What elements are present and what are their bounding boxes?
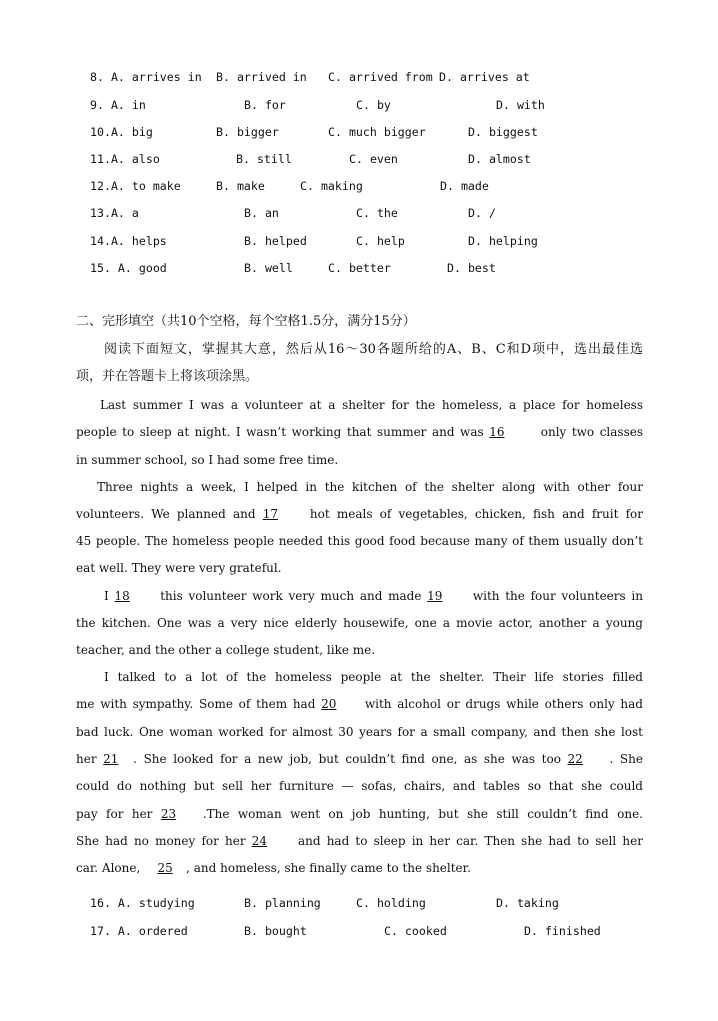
option-a: 13.A. a [90,206,139,220]
option-d: D. almost [468,152,531,166]
option-b: B. arrived in [216,70,307,84]
option-d: D. biggest [468,125,538,139]
passage-line: in summer school, so I had some free time. [76,453,339,467]
passage-line: She had no money for her 24 and had to sleep in her car. Then she had to sell her [76,834,643,848]
option-d: D. taking [496,896,559,910]
option-d: D. / [468,206,496,220]
passage-line: car. Alone, 25 , and homeless, she finally came to the shelter. [76,861,471,875]
section-instruction-cont: 项，并在答题卡上将该项涂黑。 [76,369,259,384]
blank-16: 16 [489,425,505,439]
option-c: C. holding [356,896,426,910]
question-14-options [0,232,718,250]
option-d: D. arrives at [439,70,530,84]
option-c: C. help [356,234,405,248]
question-10-options [0,123,718,141]
option-a: 16. A. studying [90,896,195,910]
blank-21: 21 [103,752,119,766]
option-b: B. bigger [216,125,279,139]
passage-line: could do nothing but sell her furniture — sofas, chairs, and tables so that she could [76,779,643,793]
option-b: B. make [216,179,265,193]
passage-line: Last summer I was a volunteer at a shelter for the homeless, a place for homeless [100,398,643,412]
passage-line: me with sympathy. Some of them had 20 with alcohol or drugs while others only had [76,697,643,711]
question-11-options [0,150,718,168]
blank-25: 25 [157,861,173,875]
blank-22: 22 [567,752,583,766]
option-a: 12.A. to make [90,179,181,193]
option-b: B. well [244,261,293,275]
blank-18: 18 [114,589,130,603]
option-d: D. finished [524,924,601,938]
option-c: C. cooked [384,924,447,938]
option-a: 9. A. in [90,98,146,112]
section-title: 二、完形填空（共10个空格，每个空格1.5分，满分15分） [76,314,416,329]
question-13-options [0,204,718,222]
question-16-options [0,894,718,912]
passage-line: I 18 this volunteer work very much and made 19 with the four volunteers in [104,589,643,603]
blank-19: 19 [427,589,443,603]
option-c: C. even [349,152,398,166]
passage-line: her 21 . She looked for a new job, but couldn’t find one, as she was too 22 . She [76,752,643,766]
option-d: D. helping [468,234,538,248]
passage-line: bad luck. One woman worked for almost 30 years for a small company, and then she lost [76,725,643,739]
option-a: 10.A. big [90,125,153,139]
passage-line: pay for her 23 .The woman went on job hunting, but she still couldn’t find one. [76,807,643,821]
option-b: B. an [244,206,279,220]
option-c: C. making [300,179,363,193]
passage-line: teacher, and the other a college student, like me. [76,643,376,657]
option-b: B. bought [244,924,307,938]
option-c: C. the [356,206,398,220]
blank-24: 24 [251,834,268,848]
option-b: B. for [244,98,286,112]
option-c: C. by [356,98,391,112]
option-d: D. with [496,98,545,112]
option-d: D. made [440,179,489,193]
question-12-options [0,177,718,195]
option-a: 14.A. helps [90,234,167,248]
option-a: 11.A. also [90,152,160,166]
option-a: 8. A. arrives in [90,70,202,84]
passage-line: the kitchen. One was a very nice elderly housewife, one a movie actor, another a young [76,616,643,630]
blank-23: 23 [160,807,177,821]
passage-line: eat well. They were very grateful. [76,561,282,575]
option-b: B. planning [244,896,321,910]
option-a: 15. A. good [90,261,167,275]
option-c: C. arrived from [328,70,433,84]
option-c: C. better [328,261,391,275]
option-a: 17. A. ordered [90,924,188,938]
option-c: C. much bigger [328,125,426,139]
question-8-options [0,68,718,86]
option-b: B. helped [244,234,307,248]
question-17-options [0,922,718,940]
passage-line: people to sleep at night. I wasn’t working that summer and was 16 only two classes [76,425,643,439]
section-instruction: 阅读下面短文，掌握其大意，然后从16～30各题所给的A、B、C和D项中，选出最佳选 [104,342,643,357]
passage-line: 45 people. The homeless people needed this good food because many of them usually don’t [76,534,643,548]
passage-line: volunteers. We planned and 17 hot meals of vegetables, chicken, fish and fruit for [76,507,643,521]
passage-line: Three nights a week, I helped in the kitchen of the shelter along with other four [97,480,643,494]
question-9-options [0,96,718,114]
option-d: D. best [447,261,496,275]
blank-20: 20 [321,697,337,711]
question-15-options [0,259,718,277]
blank-17: 17 [262,507,278,521]
passage-line: I talked to a lot of the homeless people at the shelter. Their life stories filled [104,670,643,684]
option-b: B. still [236,152,292,166]
